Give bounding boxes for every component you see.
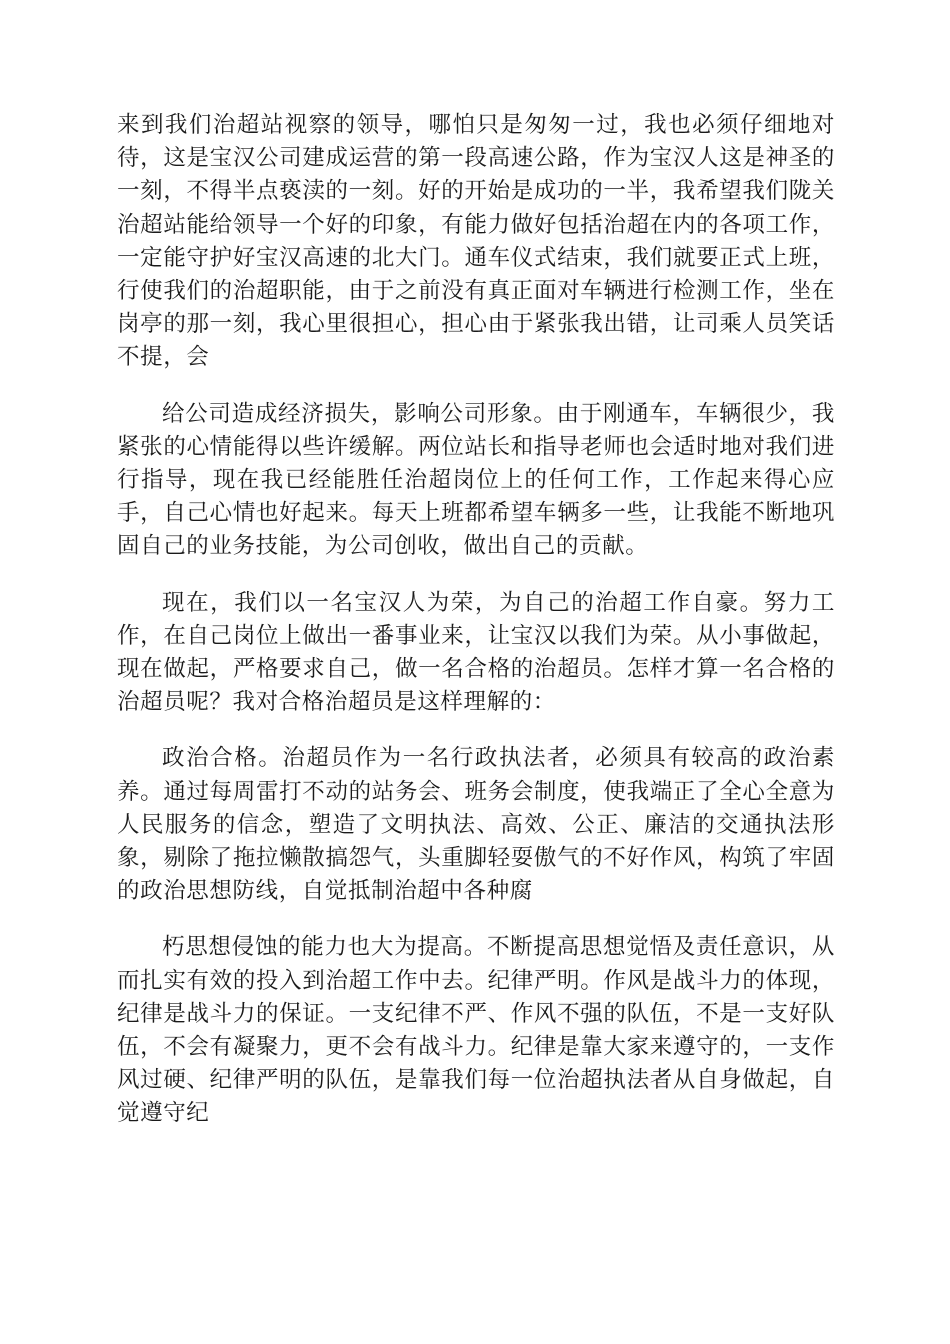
paragraph-4: 政治合格。治超员作为一名行政执法者，必须具有较高的政治素养。通过每周雷打不动的站务会、班务会制度，使我端正了全心全意为人民服务的信念，塑造了文明执法、高效、公正、廉洁的交通执法形象，剔除了拖拉懒散搞怨气，头重脚轻耍傲气的不好作风，构筑了牢固的政治思想防线，自觉抵制治超中各种腐 <box>117 745 835 905</box>
paragraph-2: 给公司造成经济损失，影响公司形象。由于刚通车，车辆很少，我紧张的心情能得以些许缓解。两位站长和指导老师也会适时地对我们进行指导，现在我已经能胜任治超岗位上的任何工作，工作起来得心应手，自己心情也好起来。每天上班都希望车辆多一些，让我能不断地巩固自己的业务技能，为公司创收，做出自己的贡献。 <box>117 400 835 560</box>
document-body <box>117 109 835 1154</box>
paragraph-5: 朽思想侵蚀的能力也大为提高。不断提高思想觉悟及责任意识，从而扎实有效的投入到治超工作中去。纪律严明。作风是战斗力的体现，纪律是战斗力的保证。一支纪律不严、作风不强的队伍，不是一支好队伍，不会有凝聚力，更不会有战斗力。纪律是靠大家来遵守的，一支作风过硬、纪律严明的队伍，是靠我们每一位治超执法者从自身做起，自觉遵守纪 <box>117 934 835 1127</box>
paragraph-1: 来到我们治超站视察的领导，哪怕只是匆匆一过，我也必须仔细地对待，这是宝汉公司建成运营的第一段高速公路，作为宝汉人这是神圣的一刻，不得半点亵渎的一刻。好的开始是成功的一半，我希望我们陇关治超站能给领导一个好的印象，有能力做好包括治超在内的各项工作，一定能守护好宝汉高速的北大门。通车仪式结束，我们就要正式上班，行使我们的治超职能，由于之前没有真正面对车辆进行检测工作，坐在岗亭的那一刻，我心里很担心，担心由于紧张我出错，让司乘人员笑话不提，会 <box>117 112 835 371</box>
paragraph-3: 现在，我们以一名宝汉人为荣，为自己的治超工作自豪。努力工作，在自己岗位上做出一番事业来，让宝汉以我们为荣。从小事做起，现在做起，严格要求自己，做一名合格的治超员。怎样才算一名合格的治超员呢？我对合格治超员是这样理解的： <box>117 589 835 716</box>
